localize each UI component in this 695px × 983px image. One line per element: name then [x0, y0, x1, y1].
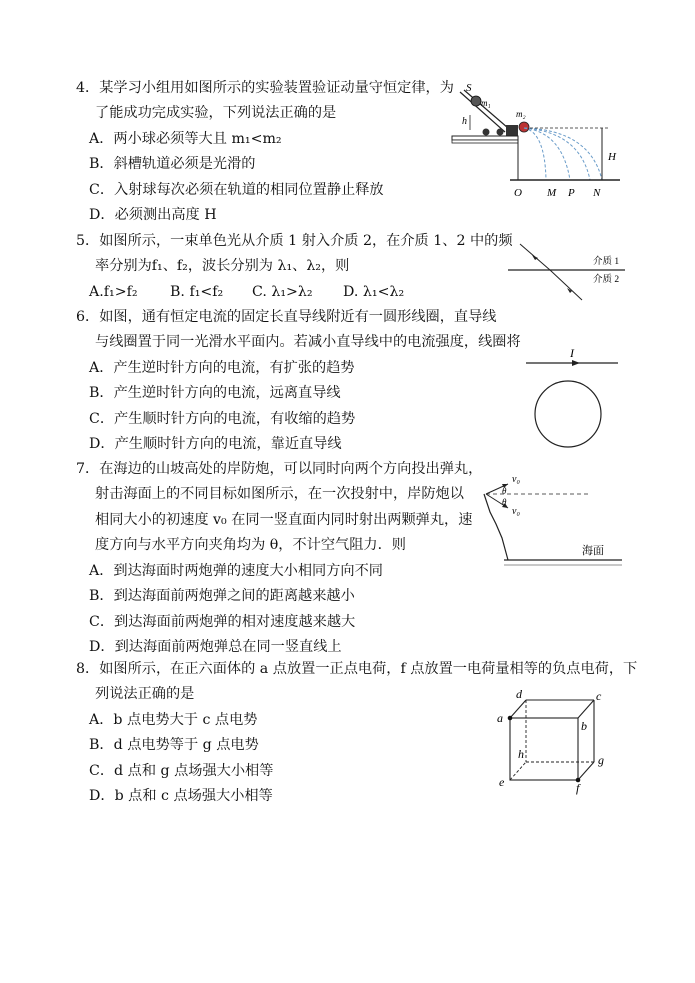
q6-option-d: D．产生顺时针方向的电流，靠近直导线: [89, 436, 342, 452]
q7-option-d: D．到达海面前两炮弹总在同一竖直线上: [89, 639, 342, 655]
q7-stem-line2: 射击海面上的不同目标如图所示，在一次投射中，岸防炮以: [95, 486, 464, 502]
q8-option-c: C．d 点和 g 点场强大小相等: [89, 763, 274, 779]
label-H: H: [608, 151, 616, 163]
label-f: f: [576, 781, 580, 795]
q6-wire-and-coil-figure: [522, 345, 622, 455]
q8-stem-line1: 8．如图所示，在正六面体的 a 点放置一正点电荷，f 点放置一电荷量相等的负点电荷，下: [76, 661, 638, 677]
q4-option-a: A．两小球必须等大且 m₁<m₂: [89, 131, 282, 147]
q6-option-b: B．产生逆时针方向的电流，远离直导线: [89, 385, 341, 401]
q7-option-a: A．到达海面时两炮弹的速度大小相同方向不同: [89, 563, 383, 579]
q7-stem-line3: 相同大小的初速度 v₀ 在同一竖直面内同时射出两颗弹丸，速: [95, 512, 473, 528]
q5-refraction-figure: [500, 236, 630, 304]
q6-stem-line2: 与线圈置于同一光滑水平面内。若减小直导线中的电流强度，线圈将: [95, 334, 521, 350]
label-M: M: [547, 187, 557, 199]
label-S: S: [466, 82, 472, 94]
q6-option-a: A．产生逆时针方向的电流，有扩张的趋势: [89, 360, 355, 376]
label-c: c: [596, 689, 602, 703]
q8-stem-line2: 列说法正确的是: [95, 686, 195, 702]
label-theta-upper: θ: [502, 486, 507, 496]
q5-option-d: D. λ₁<λ₂: [343, 284, 405, 300]
q7-coastal-gun-figure: [478, 472, 628, 572]
q4-option-d: D．必须测出高度 H: [89, 207, 217, 223]
q4-stem-line1: 4．某学习小组用如图所示的实验装置验证动量守恒定律，为: [76, 80, 454, 96]
q8-cube-figure: [490, 686, 615, 796]
q7-stem-line4: 度方向与水平方向夹角均为 θ，不计空气阻力．则: [95, 537, 406, 553]
label-I: I: [570, 346, 574, 360]
label-g: g: [598, 753, 604, 767]
label-sea: 海面: [582, 545, 604, 557]
label-v0-lower: v₀: [512, 506, 520, 517]
label-medium1: 介质 1: [593, 257, 620, 267]
q5-option-b: B. f₁<f₂: [170, 284, 224, 300]
q5-option-a: A.f₁>f₂: [89, 284, 138, 300]
label-h: h: [462, 116, 467, 127]
label-b: b: [581, 719, 587, 733]
label-theta-lower: θ: [502, 497, 507, 507]
label-m2: m₂: [516, 109, 526, 119]
label-h: h: [518, 747, 524, 761]
label-m1: m₁: [481, 98, 491, 108]
label-a: a: [497, 711, 503, 725]
label-O: O: [514, 187, 522, 199]
q6-stem-line1: 6．如图，通有恒定电流的固定长直导线附近有一圆形线圈，直导线: [76, 309, 497, 325]
q4-option-b: B．斜槽轨道必须是光滑的: [89, 156, 256, 172]
q4-stem-line2: 了能成功完成实验，下列说法正确的是: [95, 105, 337, 121]
label-v0-upper: v₀: [512, 474, 520, 485]
coil: [535, 381, 601, 447]
ball-m1: [471, 96, 481, 106]
q5-stem-line2: 率分别为f₁、f₂，波长分别为 λ₁、λ₂，则: [95, 258, 350, 274]
q4-option-c: C．入射球每次必须在轨道的相同位置静止释放: [89, 182, 384, 198]
q7-option-c: C．到达海面前两炮弹的相对速度越来越大: [89, 614, 356, 630]
q5-stem-line1: 5．如图所示，一束单色光从介质 1 射入介质 2，在介质 1、2 中的频: [76, 233, 513, 249]
q5-option-c: C. λ₁>λ₂: [252, 284, 313, 300]
q8-option-a: A．b 点电势大于 c 点电势: [89, 712, 258, 728]
q4-collision-apparatus-figure: [450, 82, 640, 204]
ball-m2: [519, 122, 529, 132]
q8-option-d: D．b 点和 c 点场强大小相等: [89, 788, 273, 804]
q7-stem-line1: 7．在海边的山坡高处的岸防炮，可以同时向两个方向投出弹丸，: [76, 461, 483, 477]
q6-option-c: C．产生顺时针方向的电流，有收缩的趋势: [89, 411, 356, 427]
label-medium2: 介质 2: [593, 275, 620, 285]
q8-option-b: B．d 点电势等于 g 点电势: [89, 737, 259, 753]
q7-option-b: B．到达海面前两炮弹之间的距离越来越小: [89, 588, 355, 604]
label-N: N: [593, 187, 601, 199]
label-P: P: [568, 187, 575, 199]
label-d: d: [516, 687, 522, 701]
label-e: e: [499, 775, 505, 789]
